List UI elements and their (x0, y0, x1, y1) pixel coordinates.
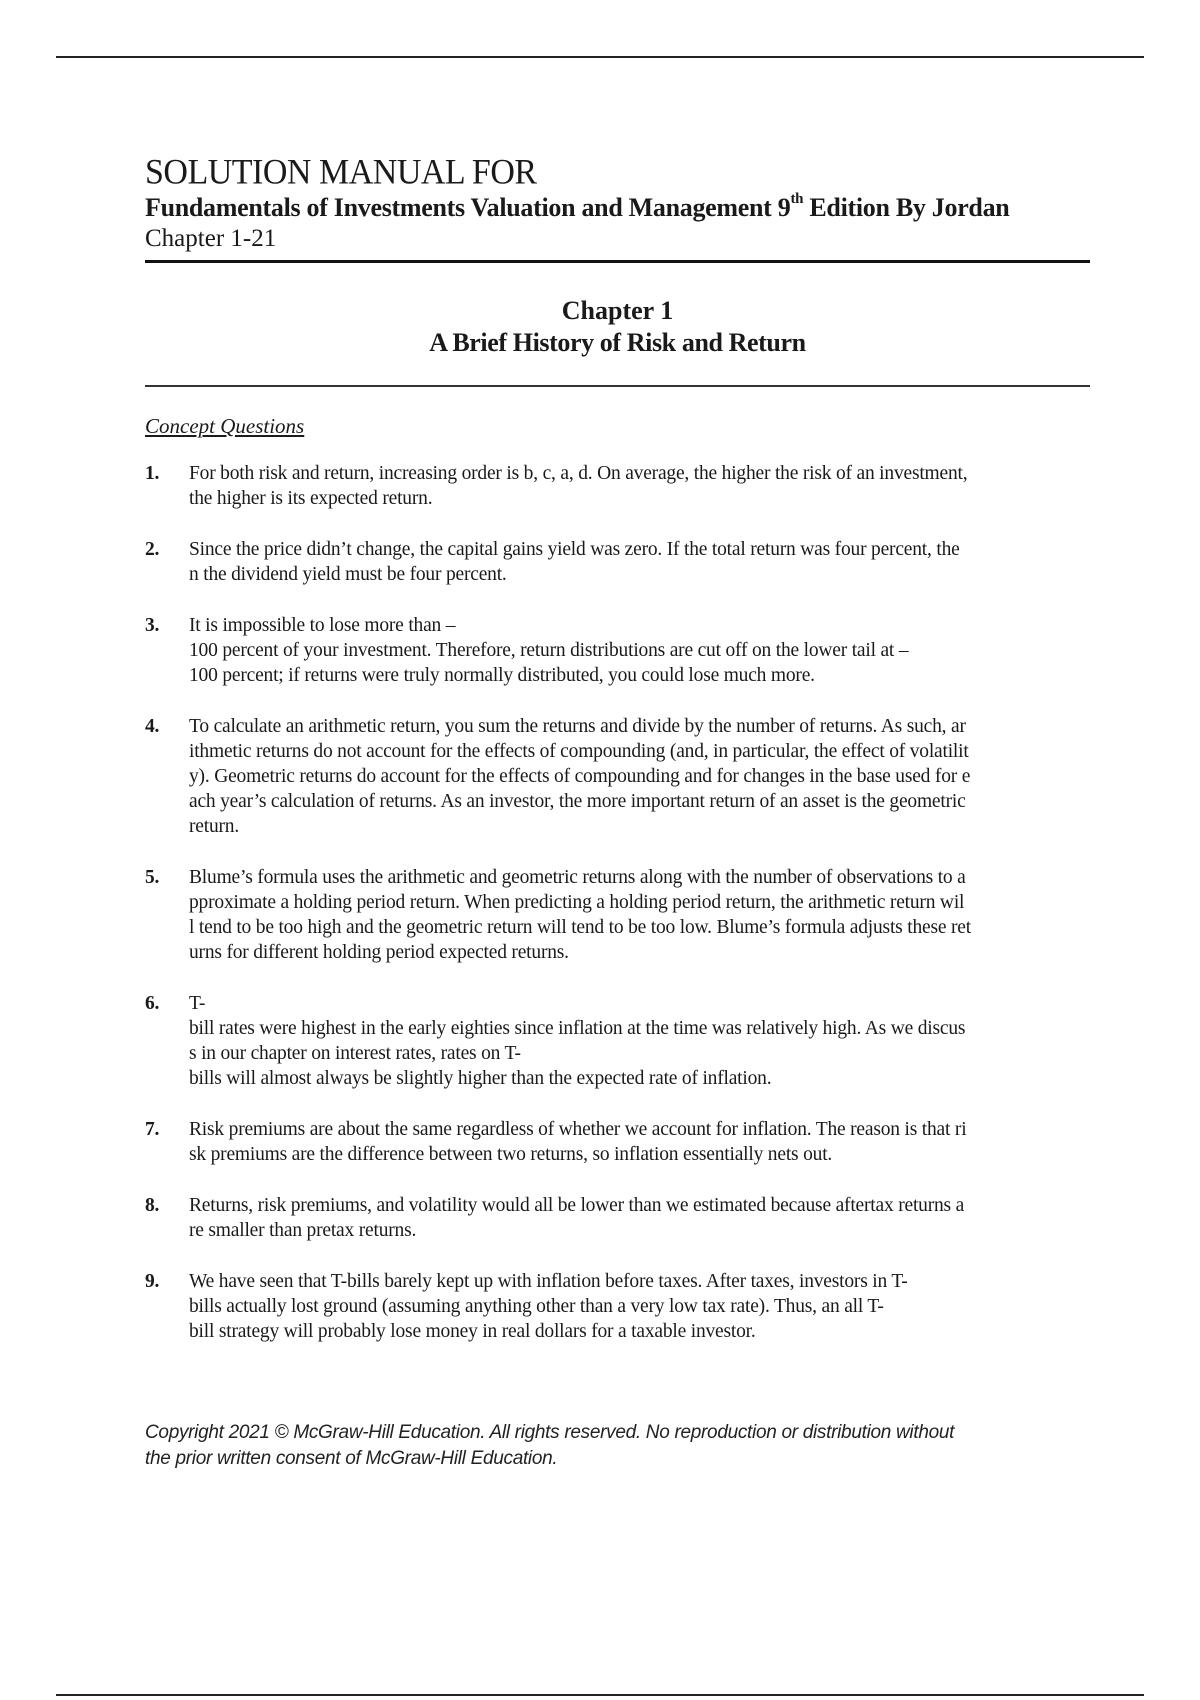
answer-line: urns for different holding period expected returns. (189, 942, 569, 963)
answer-line: bills will almost always be slightly higher than the expected rate of inflation. (189, 1068, 772, 1089)
answer-line: the higher is its expected return. (189, 488, 433, 509)
book-title-author: Edition By Jordan (803, 193, 1010, 222)
question-number: 9. (145, 1271, 160, 1292)
answer-line: ach year’s calculation of returns. As an investor, the more important return of an asset is the geometric (189, 791, 966, 812)
question-item (145, 537, 1090, 587)
answer-line: Since the price didn’t change, the capital gains yield was zero. If the total return was four percent, the (189, 539, 960, 560)
question-item (145, 461, 1090, 511)
chapter-divider (145, 385, 1090, 387)
answer-line: re smaller than pretax returns. (189, 1220, 417, 1241)
book-title (145, 192, 1090, 224)
question-number: 5. (145, 867, 160, 888)
answer-line: pproximate a holding period return. When predicting a holding period return, the arithmetic return wil (189, 892, 965, 913)
page-top-rule (56, 56, 1144, 58)
answer-line: We have seen that T-bills barely kept up with inflation before taxes. After taxes, investors in T- (189, 1271, 908, 1292)
section-label: Concept Questions (145, 414, 305, 438)
question-number: 4. (145, 716, 160, 737)
edition-superscript: th (790, 191, 804, 207)
chapter-range: Chapter 1-21 (145, 225, 277, 252)
header-divider (145, 260, 1090, 263)
document-body (145, 152, 1090, 1370)
question-item (145, 991, 1090, 1091)
answer-line: For both risk and return, increasing order is b, c, a, d. On average, the higher the risk of an investment, (189, 463, 968, 484)
question-item (145, 613, 1090, 688)
answer-line: sk premiums are the difference between two returns, so inflation essentially nets out. (189, 1144, 833, 1165)
answer-line: bills actually lost ground (assuming anything other than a very low tax rate). Thus, an all T- (189, 1296, 884, 1317)
question-item (145, 714, 1090, 839)
answer-line: bill rates were highest in the early eighties since inflation at the time was relatively high. As we discus (189, 1018, 966, 1039)
question-number: 7. (145, 1119, 160, 1140)
answer-line: It is impossible to lose more than – (189, 615, 456, 636)
question-item (145, 865, 1090, 965)
chapter-heading: Chapter 1 (561, 296, 674, 325)
answer-line: Returns, risk premiums, and volatility would all be lower than we estimated because aftertax returns a (189, 1195, 965, 1216)
answer-line: 100 percent of your investment. Therefore, return distributions are cut off on the lower tail at – (189, 640, 909, 661)
copyright-notice (145, 1420, 1090, 1472)
question-number: 6. (145, 993, 160, 1014)
answer-line: Risk premiums are about the same regardless of whether we account for inflation. The reason is that ri (189, 1119, 967, 1140)
copyright-line: the prior written consent of McGraw-Hill Education. (145, 1448, 558, 1469)
answer-line: ithmetic returns do not account for the effects of compounding (and, in particular, the effect of volatilit (189, 741, 969, 762)
copyright-line: Copyright 2021 © McGraw-Hill Education. All rights reserved. No reproduction or distribution without (145, 1422, 955, 1443)
question-number: 1. (145, 463, 160, 484)
answer-line: To calculate an arithmetic return, you sum the returns and divide by the number of returns. As such, ar (189, 716, 966, 737)
answer-line: return. (189, 816, 240, 837)
question-item (145, 1269, 1090, 1344)
answer-line: T- (189, 993, 206, 1014)
page-bottom-rule (56, 1694, 1144, 1696)
chapter-title: A Brief History of Risk and Return (429, 328, 806, 357)
book-title-main: Fundamentals of Investments Valuation and Management 9 (145, 193, 791, 222)
answer-line: bill strategy will probably lose money in real dollars for a taxable investor. (189, 1321, 756, 1342)
question-number: 3. (145, 615, 160, 636)
answer-line: s in our chapter on interest rates, rates on T- (189, 1043, 521, 1064)
question-number: 2. (145, 539, 160, 560)
question-number: 8. (145, 1195, 160, 1216)
answer-line: l tend to be too high and the geometric return will tend to be too low. Blume’s formula adjusts these ret (189, 917, 971, 938)
answer-line: n the dividend yield must be four percent. (189, 564, 507, 585)
answer-line: 100 percent; if returns were truly normally distributed, you could lose much more. (189, 665, 815, 686)
question-item (145, 1193, 1090, 1243)
question-list (145, 461, 1090, 1344)
document-title: SOLUTION MANUAL FOR (145, 153, 537, 192)
answer-line: Blume’s formula uses the arithmetic and geometric returns along with the number of observations to a (189, 867, 966, 888)
answer-line: y). Geometric returns do account for the effects of compounding and for changes in the base used for e (189, 766, 971, 787)
question-item (145, 1117, 1090, 1167)
